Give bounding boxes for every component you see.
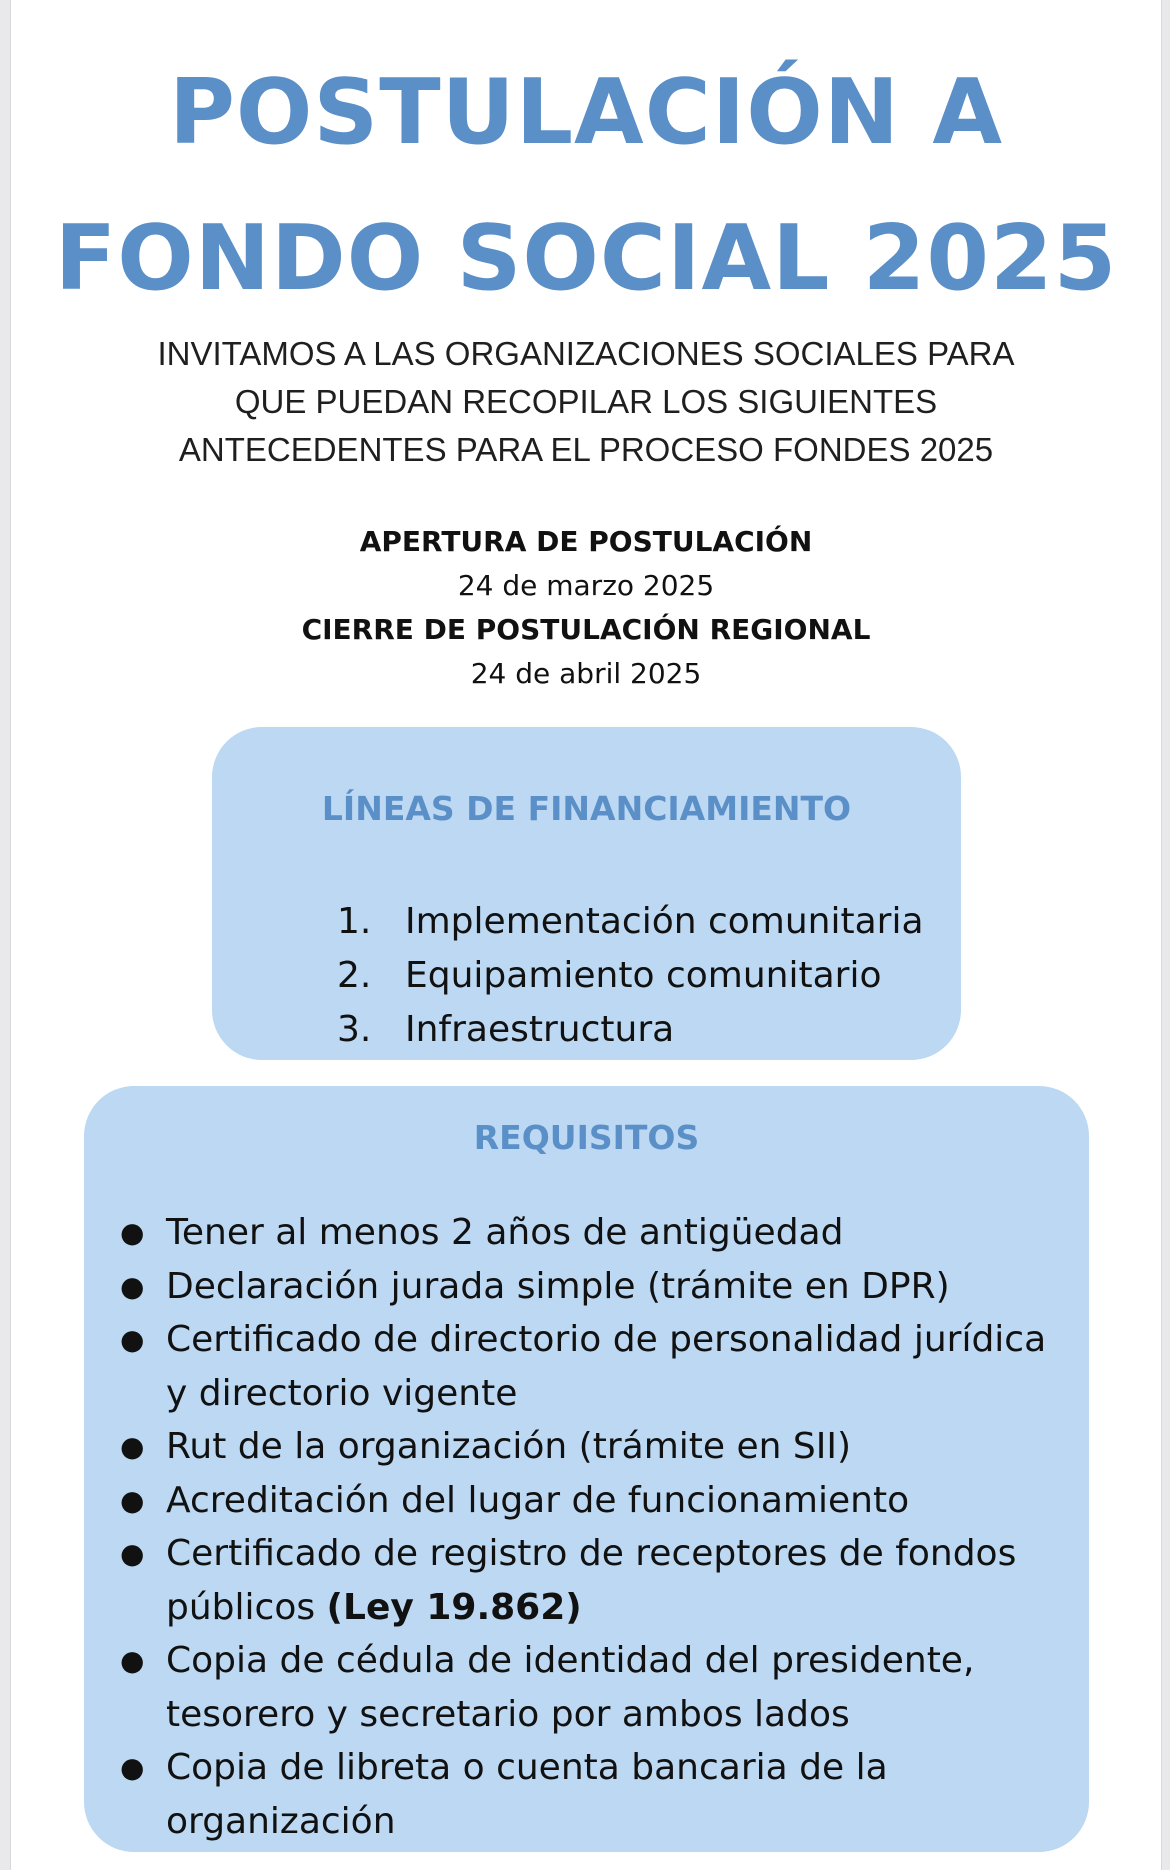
intro-text (11, 330, 1161, 474)
item-number: 3. (337, 1009, 372, 1050)
opening-label: APERTURA DE POSTULACIÓN (359, 525, 813, 558)
opening-date: 24 de marzo 2025 (457, 569, 715, 602)
item-number: 1. (337, 901, 372, 942)
bullet-icon: ● (120, 1323, 145, 1356)
bullet-icon: ● (120, 1537, 145, 1570)
item-text: Equipamiento comunitario (405, 955, 882, 996)
item-text: Rut de la organización (trámite en SII) (166, 1426, 852, 1467)
list-item (114, 1206, 1054, 1260)
lineas-title: LÍNEAS DE FINANCIAMIENTO (321, 789, 852, 828)
item-text-main: Certificado de registro de receptores de fondos públicos (166, 1533, 1017, 1628)
item-text: Copia de cédula de identidad del presidente, tesorero y secretario por ambos lados (166, 1640, 975, 1735)
item-text: Infraestructura (405, 1009, 675, 1050)
bullet-icon: ● (120, 1430, 145, 1463)
law-reference: (Ley 19.862) (326, 1586, 582, 1628)
bullet-icon: ● (120, 1483, 145, 1517)
item-text: Copia de libreta o cuenta bancaria de la organización (166, 1747, 888, 1842)
requisitos-list (114, 1206, 1054, 1848)
item-text: Tener al menos 2 años de antigüedad (166, 1212, 844, 1253)
intro-line-2: QUE PUEDAN RECOPILAR LOS SIGUIENTES (234, 383, 938, 420)
item-text: Certificado de directorio de personalidad jurídica y directorio vigente (166, 1319, 1047, 1414)
list-item (337, 1003, 924, 1057)
item-text: Declaración jurada simple (trámite en DPR) (166, 1265, 950, 1307)
list-item (337, 949, 924, 1003)
item-text: Implementación comunitaria (405, 901, 924, 942)
list-item (114, 1741, 1054, 1848)
bullet-icon: ● (120, 1269, 145, 1303)
intro-line-1: INVITAMOS A LAS ORGANIZACIONES SOCIALES PARA (157, 335, 1015, 372)
flyer-page (10, 0, 1162, 1870)
lineas-box (212, 727, 961, 1060)
list-item (114, 1260, 1054, 1314)
item-text: Acreditación del lugar de funcionamiento (166, 1479, 910, 1521)
closing-date: 24 de abril 2025 (470, 657, 702, 690)
list-item (114, 1474, 1054, 1528)
list-item (114, 1420, 1054, 1474)
dates-section (11, 520, 1161, 696)
item-number: 2. (337, 955, 372, 996)
bullet-icon: ● (120, 1751, 145, 1784)
list-item (337, 895, 924, 949)
item-text (166, 1527, 1054, 1634)
page-title (11, 40, 1161, 332)
title-line-2: FONDO SOCIAL 2025 (54, 206, 1118, 311)
bullet-icon: ● (120, 1216, 145, 1249)
intro-line-3: ANTECEDENTES PARA EL PROCESO FONDES 2025 (178, 431, 994, 468)
lineas-list (337, 895, 924, 1057)
title-line-1: POSTULACIÓN A (168, 60, 1004, 165)
list-item (114, 1634, 1054, 1741)
requisitos-box (84, 1086, 1089, 1852)
list-item (114, 1527, 1054, 1634)
list-item (114, 1313, 1054, 1420)
requisitos-title: REQUISITOS (473, 1118, 700, 1157)
closing-label: CIERRE DE POSTULACIÓN REGIONAL (301, 613, 871, 646)
bullet-icon: ● (120, 1644, 145, 1677)
